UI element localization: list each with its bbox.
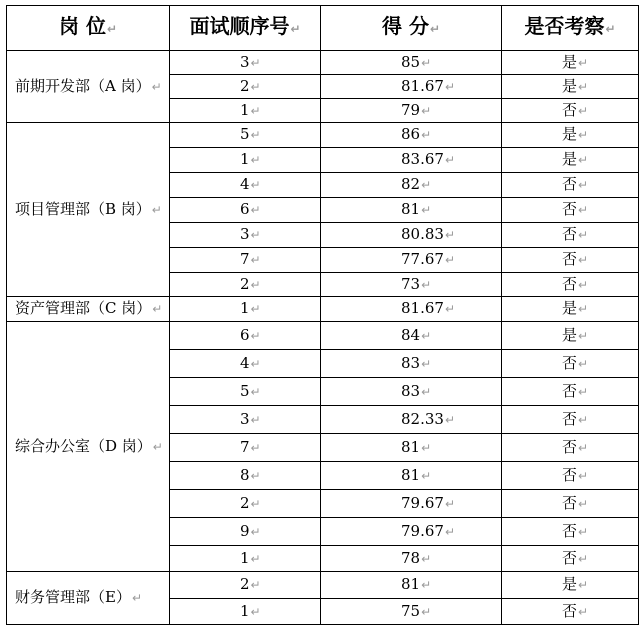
interview-order-cell: 5↵ bbox=[170, 378, 321, 406]
inspection-cell: 否↵ bbox=[502, 518, 639, 546]
inspection-cell: 否↵ bbox=[502, 198, 639, 223]
position-cell: 项目管理部（B 岗）↵ bbox=[7, 123, 170, 297]
inspection-cell: 是↵ bbox=[502, 148, 639, 173]
inspection-cell: 否↵ bbox=[502, 223, 639, 248]
inspection-cell: 否↵ bbox=[502, 350, 639, 378]
inspection-cell: 是↵ bbox=[502, 123, 639, 148]
inspection-cell: 是↵ bbox=[502, 75, 639, 99]
table-row bbox=[7, 297, 639, 322]
score-cell: 83↵ bbox=[321, 350, 502, 378]
table-row bbox=[7, 322, 639, 350]
interview-order-cell: 7↵ bbox=[170, 248, 321, 273]
score-cell: 86↵ bbox=[321, 123, 502, 148]
interview-order-cell: 3↵ bbox=[170, 51, 321, 75]
position-cell: 资产管理部（C 岗）↵ bbox=[7, 297, 170, 322]
interview-order-cell: 5↵ bbox=[170, 123, 321, 148]
interview-order-cell: 1↵ bbox=[170, 99, 321, 123]
interview-order-cell: 1↵ bbox=[170, 148, 321, 173]
inspection-cell: 否↵ bbox=[502, 434, 639, 462]
interview-order-cell: 3↵ bbox=[170, 223, 321, 248]
inspection-cell: 是↵ bbox=[502, 572, 639, 599]
score-cell: 83↵ bbox=[321, 378, 502, 406]
interview-order-cell: 8↵ bbox=[170, 462, 321, 490]
score-cell: 83.67↵ bbox=[321, 148, 502, 173]
interview-order-cell: 3↵ bbox=[170, 406, 321, 434]
interview-order-cell: 2↵ bbox=[170, 273, 321, 297]
score-cell: 85↵ bbox=[321, 51, 502, 75]
interview-order-cell: 2↵ bbox=[170, 572, 321, 599]
score-cell: 79.67↵ bbox=[321, 518, 502, 546]
inspection-cell: 否↵ bbox=[502, 462, 639, 490]
score-cell: 82↵ bbox=[321, 173, 502, 198]
inspection-cell: 是↵ bbox=[502, 51, 639, 75]
inspection-cell: 否↵ bbox=[502, 546, 639, 572]
score-cell: 73↵ bbox=[321, 273, 502, 297]
score-cell: 84↵ bbox=[321, 322, 502, 350]
position-cell: 前期开发部（A 岗）↵ bbox=[7, 51, 170, 123]
score-cell: 81↵ bbox=[321, 198, 502, 223]
score-cell: 77.67↵ bbox=[321, 248, 502, 273]
header-row bbox=[7, 6, 639, 51]
score-cell: 81.67↵ bbox=[321, 75, 502, 99]
interview-order-cell: 1↵ bbox=[170, 599, 321, 625]
inspection-cell: 否↵ bbox=[502, 490, 639, 518]
table-row bbox=[7, 51, 639, 75]
score-cell: 79.67↵ bbox=[321, 490, 502, 518]
score-cell: 82.33↵ bbox=[321, 406, 502, 434]
score-cell: 81↵ bbox=[321, 572, 502, 599]
position-cell: 财务管理部（E）↵ bbox=[7, 572, 170, 625]
header-score: 得 分↵ bbox=[321, 6, 502, 51]
interview-order-cell: 4↵ bbox=[170, 173, 321, 198]
interview-results-table bbox=[6, 5, 639, 625]
score-cell: 78↵ bbox=[321, 546, 502, 572]
header-interview-order: 面试顺序号↵ bbox=[170, 6, 321, 51]
score-cell: 79↵ bbox=[321, 99, 502, 123]
header-position: 岗 位↵ bbox=[7, 6, 170, 51]
score-cell: 81.67↵ bbox=[321, 297, 502, 322]
inspection-cell: 否↵ bbox=[502, 599, 639, 625]
interview-order-cell: 2↵ bbox=[170, 490, 321, 518]
inspection-cell: 否↵ bbox=[502, 378, 639, 406]
interview-order-cell: 6↵ bbox=[170, 322, 321, 350]
score-cell: 80.83↵ bbox=[321, 223, 502, 248]
header-inspection: 是否考察↵ bbox=[502, 6, 639, 51]
interview-order-cell: 1↵ bbox=[170, 546, 321, 572]
table-row bbox=[7, 123, 639, 148]
inspection-cell: 否↵ bbox=[502, 406, 639, 434]
score-cell: 75↵ bbox=[321, 599, 502, 625]
score-cell: 81↵ bbox=[321, 462, 502, 490]
interview-order-cell: 6↵ bbox=[170, 198, 321, 223]
inspection-cell: 否↵ bbox=[502, 99, 639, 123]
table-body bbox=[7, 51, 639, 625]
inspection-cell: 否↵ bbox=[502, 173, 639, 198]
score-cell: 81↵ bbox=[321, 434, 502, 462]
inspection-cell: 是↵ bbox=[502, 322, 639, 350]
table-row bbox=[7, 572, 639, 599]
interview-order-cell: 7↵ bbox=[170, 434, 321, 462]
position-cell: 综合办公室（D 岗）↵ bbox=[7, 322, 170, 572]
interview-order-cell: 1↵ bbox=[170, 297, 321, 322]
interview-order-cell: 2↵ bbox=[170, 75, 321, 99]
inspection-cell: 否↵ bbox=[502, 248, 639, 273]
inspection-cell: 否↵ bbox=[502, 273, 639, 297]
interview-order-cell: 9↵ bbox=[170, 518, 321, 546]
interview-order-cell: 4↵ bbox=[170, 350, 321, 378]
inspection-cell: 是↵ bbox=[502, 297, 639, 322]
